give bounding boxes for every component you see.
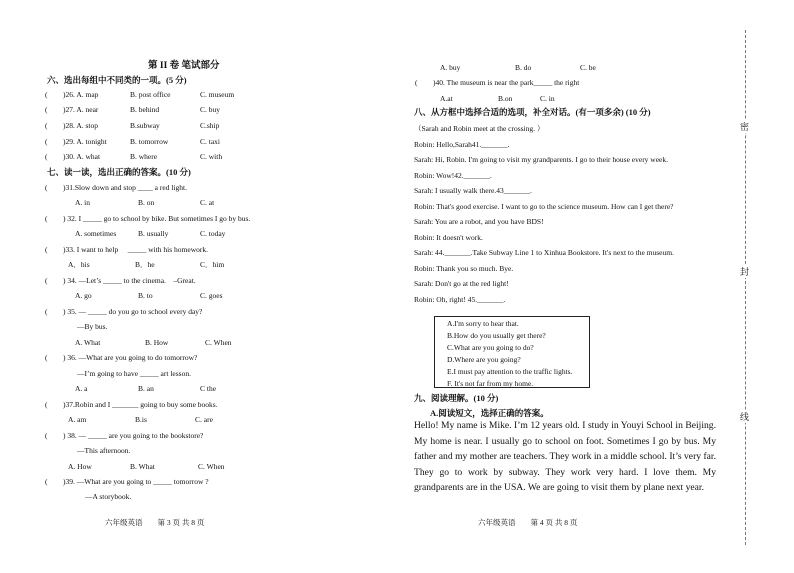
answer-paren[interactable]: ( bbox=[45, 214, 48, 223]
option-c: C．him bbox=[200, 260, 225, 269]
dialogue-line: Robin: Thank you so much. Bye. bbox=[414, 264, 514, 273]
question-stem: )28. A. stop bbox=[63, 121, 99, 130]
option-b: B. post office bbox=[130, 90, 171, 99]
footer-left: 六年级英语 第 3 页 共 8 页 bbox=[105, 518, 205, 527]
option-a: A. How bbox=[68, 462, 92, 471]
dialogue-line: Sarah: Hi, Robin. I'm going to visit my grandparents. I go to their house every week. bbox=[414, 155, 669, 164]
binding-line bbox=[745, 30, 746, 545]
option-c: C. goes bbox=[200, 291, 223, 300]
binding-char-xian: 线 bbox=[740, 412, 750, 422]
question-38-reply: —This afternoon. bbox=[77, 446, 131, 455]
dialogue-line: Sarah: You are a robot, and you have BDS! bbox=[414, 217, 544, 226]
option-a: A. am bbox=[68, 415, 87, 424]
dialogue-line: Robin: Oh, right! 45._______. bbox=[414, 295, 506, 304]
dialogue-line: Sarah: 44._______.Take Subway Line 1 to Xinhua Bookstore. It's next to the museum. bbox=[414, 248, 674, 257]
section-8-heading: 八、从方框中选择合适的选项，补全对话。(有一项多余) (10 分) bbox=[414, 107, 651, 117]
question-stem: )29. A. tonight bbox=[63, 137, 107, 146]
answer-paren[interactable]: ( bbox=[45, 137, 48, 146]
option-c: C. in bbox=[540, 94, 555, 103]
option-c: C. buy bbox=[200, 105, 221, 114]
answer-paren[interactable]: ( bbox=[45, 477, 48, 486]
option-item: E.I must pay attention to the traffic lights. bbox=[447, 367, 573, 376]
question-36-reply: —I’m going to have _____ art lesson. bbox=[77, 369, 191, 378]
option-a: A.at bbox=[440, 94, 453, 103]
question-stem: )26. A. map bbox=[63, 90, 99, 99]
question-39-reply: —A storybook. bbox=[85, 492, 132, 501]
question-stem: )27. A. near bbox=[63, 105, 99, 114]
question-31-stem: )31.Slow down and stop ____ a red light. bbox=[63, 183, 187, 192]
option-item: F. It's not far from my home. bbox=[447, 379, 534, 388]
option-a: A. sometimes bbox=[75, 229, 117, 238]
question-35-stem: ) 35. — _____ do you go to school every day? bbox=[63, 307, 203, 316]
option-b: B. behind bbox=[130, 105, 160, 114]
option-item: C.What are you going to do? bbox=[447, 343, 534, 352]
option-a: A. in bbox=[75, 198, 90, 207]
dialogue-intro: （Sarah and Robin meet at the crossing. ） bbox=[414, 124, 545, 133]
question-33-stem: )33. I want to help _____ with his homework. bbox=[63, 245, 208, 254]
option-b: B. usually bbox=[138, 229, 169, 238]
option-item: B.How do you usually get there? bbox=[447, 331, 546, 340]
section-9-heading: 九、阅读理解。(10 分) bbox=[414, 393, 499, 403]
binding-char-mi: 密 bbox=[740, 122, 750, 132]
option-b: B.subway bbox=[130, 121, 160, 130]
question-35-reply: —By bus. bbox=[77, 322, 108, 331]
answer-paren[interactable]: ( bbox=[45, 400, 48, 409]
option-c: C.ship bbox=[200, 121, 220, 130]
reading-passage: Hello! My name is Mike. I’m 12 years old. I study in Youyi School in Beijing. My home is near. I usually go to school on foot. Sometimes I go by bus. My father and my mother are teachers. They work in a middle school. It’s very far. They go to work by subway. They work very hard. I love them. My grandparents are in the USA. We are going to visit them by plane next year. bbox=[414, 420, 716, 494]
option-c: C. When bbox=[198, 462, 225, 471]
option-item: A.I'm sorry to hear that. bbox=[447, 319, 519, 328]
question-40-stem: )40. The museum is near the park_____ the right bbox=[433, 78, 580, 87]
dialogue-line: Robin: Hello,Sarah41._______. bbox=[414, 140, 510, 149]
answer-paren[interactable]: ( bbox=[45, 121, 48, 130]
option-b: B. What bbox=[130, 462, 155, 471]
option-a: A. a bbox=[75, 384, 88, 393]
option-b: B.is bbox=[135, 415, 147, 424]
answer-paren[interactable]: ( bbox=[45, 276, 48, 285]
dialogue-line: Robin: It doesn't work. bbox=[414, 233, 483, 242]
option-b: B. How bbox=[145, 338, 169, 347]
question-stem: )30. A. what bbox=[63, 152, 101, 161]
answer-paren[interactable]: ( bbox=[45, 353, 48, 362]
option-b: B. where bbox=[130, 152, 158, 161]
option-c: C. at bbox=[200, 198, 215, 207]
option-b: B. tomorrow bbox=[130, 137, 169, 146]
question-39-stem: )39. —What are you going to _____ tomorrow ? bbox=[63, 477, 209, 486]
option-a: A. go bbox=[75, 291, 92, 300]
answer-paren[interactable]: ( bbox=[45, 245, 48, 254]
dialogue-line: Robin: That's good exercise. I want to go to the science museum. How can I get there? bbox=[414, 202, 674, 211]
option-item: D.Where are you going? bbox=[447, 355, 521, 364]
option-b: B. on bbox=[138, 198, 155, 207]
dialogue-line: Sarah: Don't go at the red light! bbox=[414, 279, 509, 288]
option-c: C. today bbox=[200, 229, 226, 238]
option-c: C the bbox=[200, 384, 217, 393]
question-36-stem: ) 36. —What are you going to do tomorrow? bbox=[63, 353, 198, 362]
option-b: B. to bbox=[138, 291, 153, 300]
answer-paren[interactable]: ( bbox=[415, 78, 418, 87]
question-32-stem: ) 32. I _____ go to school by bike. But sometimes I go by bus. bbox=[63, 214, 251, 223]
option-b: B. do bbox=[515, 63, 532, 72]
section-7-heading: 七、读一读，选出正确的答案。(10 分) bbox=[47, 167, 191, 177]
question-34-stem: ) 34. —Let’s _____ to the cinema. –Great. bbox=[63, 276, 196, 285]
option-c: C. be bbox=[580, 63, 596, 72]
option-b: B. an bbox=[138, 384, 154, 393]
answer-paren[interactable]: ( bbox=[45, 152, 48, 161]
option-b: B．he bbox=[135, 260, 155, 269]
answer-paren[interactable]: ( bbox=[45, 90, 48, 99]
page-title: 第 II 卷 笔试部分 bbox=[148, 61, 220, 71]
dialogue-line: Robin: Wow!42._______. bbox=[414, 171, 492, 180]
option-c: C. taxi bbox=[200, 137, 220, 146]
question-37-stem: )37.Robin and I _______ going to buy some books. bbox=[63, 400, 218, 409]
answer-paren[interactable]: ( bbox=[45, 105, 48, 114]
option-c: C. museum bbox=[200, 90, 235, 99]
option-c: C. When bbox=[205, 338, 232, 347]
option-a: A. buy bbox=[440, 63, 461, 72]
binding-char-feng: 封 bbox=[740, 267, 750, 277]
footer-right: 六年级英语 第 4 页 共 8 页 bbox=[478, 518, 578, 527]
option-c: C. are bbox=[195, 415, 213, 424]
option-a: A．his bbox=[68, 260, 90, 269]
dialogue-line: Sarah: I usually walk there.43_______. bbox=[414, 186, 532, 195]
answer-paren[interactable]: ( bbox=[45, 183, 48, 192]
answer-paren[interactable]: ( bbox=[45, 431, 48, 440]
section-6-heading: 六、选出每组中不同类的一项。(5 分) bbox=[47, 75, 187, 85]
answer-paren[interactable]: ( bbox=[45, 307, 48, 316]
option-c: C. with bbox=[200, 152, 223, 161]
section-9-subheading: A.阅读短文，选择正确的答案。 bbox=[430, 408, 549, 418]
question-38-stem: ) 38. — _____ are you going to the bookstore? bbox=[63, 431, 204, 440]
option-b: B.on bbox=[498, 94, 513, 103]
option-a: A. What bbox=[75, 338, 101, 347]
